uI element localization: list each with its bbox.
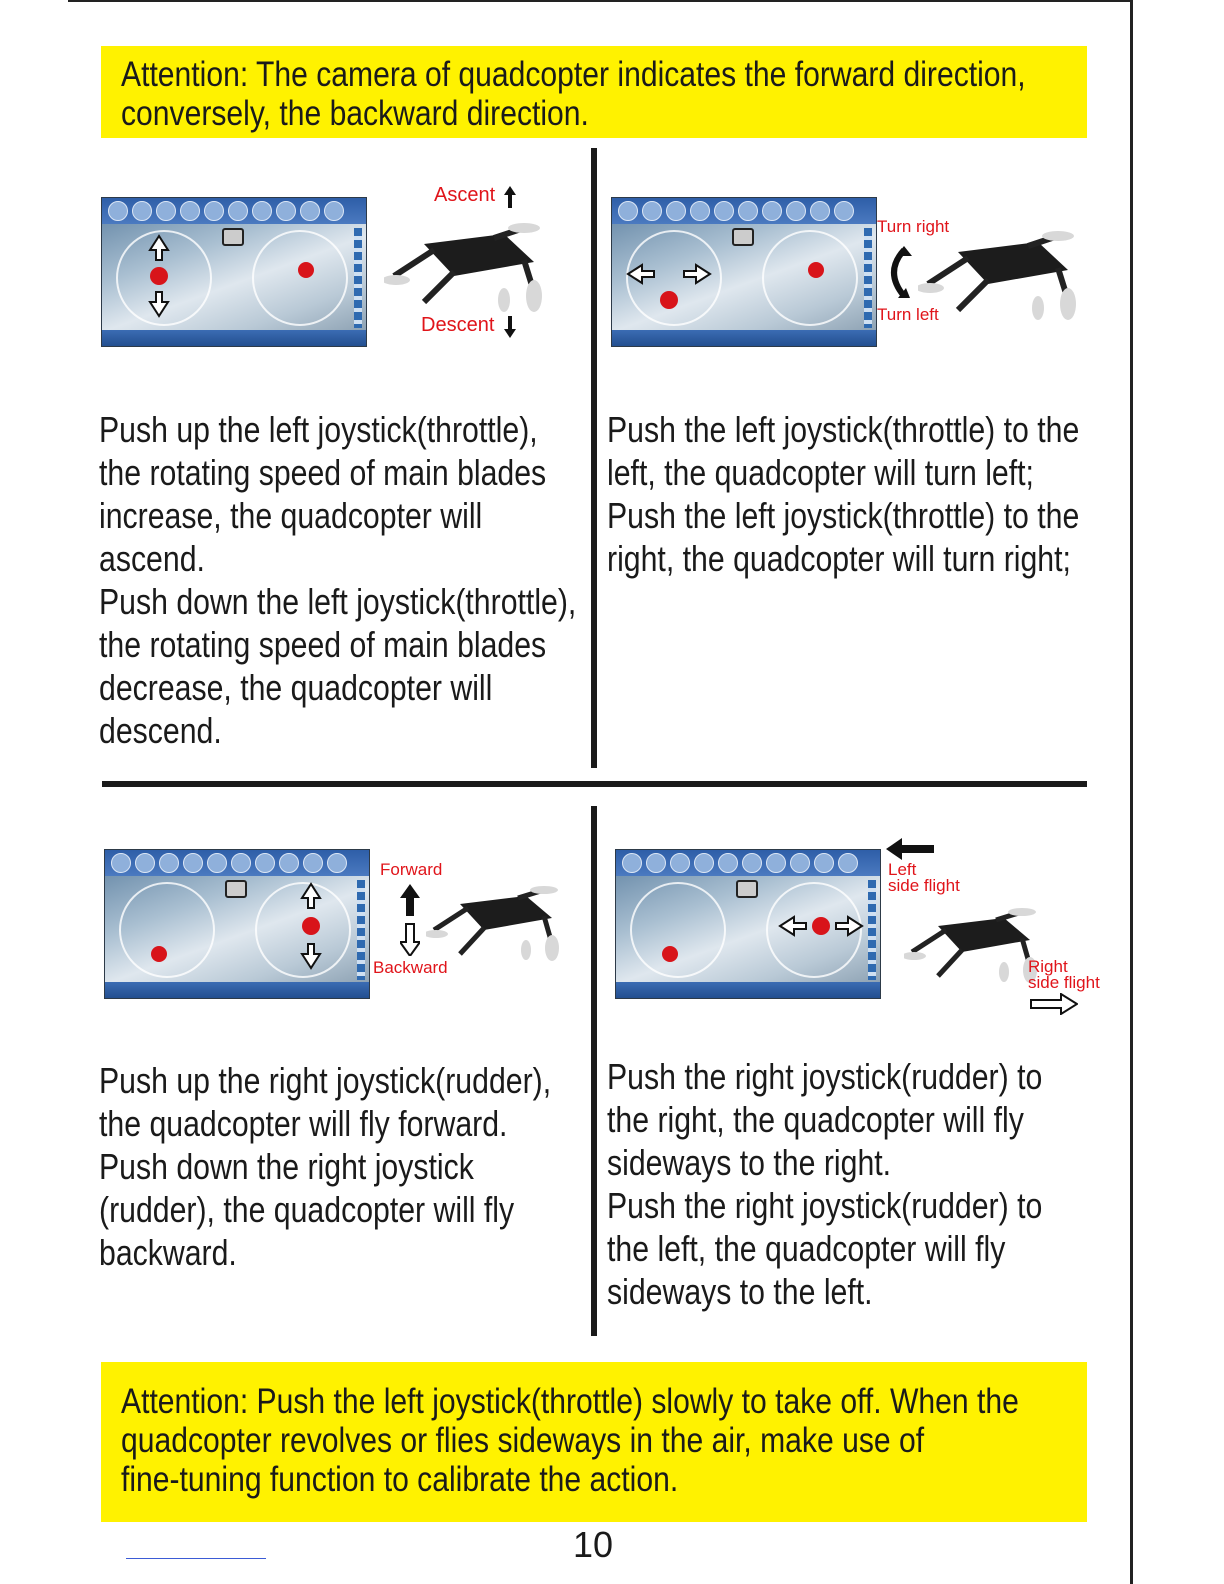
- text-line: increase, the quadcopter will: [99, 495, 483, 536]
- text-line: ascend.: [99, 538, 205, 579]
- left-arrow-icon: [886, 838, 934, 860]
- text-line: Push up the left joystick(throttle),: [99, 409, 538, 450]
- text-line: sideways to the right.: [607, 1142, 892, 1183]
- instructions-side-flight: [607, 1055, 1042, 1313]
- right-side-flight-label-2: side flight: [1028, 973, 1100, 992]
- text-line: sideways to the left.: [607, 1271, 873, 1312]
- text-line: the rotating speed of main blades: [99, 624, 547, 665]
- app-screenshot-forward: [104, 849, 370, 999]
- ascent-arrow-icon: [504, 186, 516, 208]
- app-screenshot-ascend: [101, 197, 367, 347]
- instructions-forward-backward: [99, 1059, 551, 1274]
- bottom-link-underline: [126, 1558, 266, 1559]
- attention-bottom-line-1: Attention: Push the left joystick(throttle) slowly to take off. When the: [121, 1382, 1019, 1421]
- text-line: decrease, the quadcopter will: [99, 667, 493, 708]
- left-right-arrows-icon: [616, 850, 880, 998]
- horizontal-divider: [102, 781, 1087, 787]
- attention-top-line-2: conversely, the backward direction.: [121, 94, 589, 133]
- text-line: right, the quadcopter will turn right;: [607, 538, 1071, 579]
- drone-icon-turn: [918, 222, 1086, 322]
- text-line: Push the right joystick(rudder) to: [607, 1056, 1043, 1097]
- turn-right-label: Turn right: [877, 217, 950, 236]
- text-line: Push the left joystick(throttle) to the: [607, 409, 1080, 450]
- up-down-arrows-icon: [102, 198, 366, 346]
- text-line: left, the quadcopter will turn left;: [607, 452, 1034, 493]
- attention-bottom-line-3: fine-tuning function to calibrate the action.: [121, 1460, 679, 1499]
- right-side-flight-label-1: Right: [1028, 957, 1068, 976]
- up-down-arrows-icon: [105, 850, 369, 998]
- drone-icon-forward: [426, 878, 566, 964]
- left-side-flight-label-1: Left: [888, 860, 917, 879]
- forward-backward-arrows-icon: [400, 884, 420, 956]
- forward-label: Forward: [380, 860, 443, 879]
- left-side-flight-label-2: side flight: [888, 876, 960, 895]
- text-line: the left, the quadcopter will fly: [607, 1228, 1006, 1269]
- text-line: Push down the right joystick: [99, 1146, 474, 1187]
- page-right-border: [1130, 0, 1133, 1584]
- instructions-ascend-descend: [99, 408, 576, 752]
- descent-arrow-icon: [504, 316, 516, 338]
- page-top-border: [68, 0, 1132, 2]
- turn-left-label: Turn left: [877, 305, 939, 324]
- backward-label: Backward: [373, 958, 448, 977]
- rotate-arrow-icon: [882, 246, 912, 300]
- text-line: the rotating speed of main blades: [99, 452, 547, 493]
- vertical-divider-bottom: [591, 806, 597, 1336]
- text-line: the right, the quadcopter will fly: [607, 1099, 1024, 1140]
- instructions-turn: [607, 408, 1079, 580]
- attention-box-bottom: [101, 1362, 1087, 1522]
- text-line: the quadcopter will fly forward.: [99, 1103, 508, 1144]
- text-line: Push up the right joystick(rudder),: [99, 1060, 552, 1101]
- text-line: Push the left joystick(throttle) to the: [607, 495, 1080, 536]
- text-line: descend.: [99, 710, 222, 751]
- app-screenshot-side: [615, 849, 881, 999]
- right-arrow-icon: [1030, 993, 1078, 1015]
- attention-box-top: [101, 46, 1087, 138]
- ascent-label: Ascent: [434, 184, 496, 206]
- drone-icon: [384, 214, 552, 314]
- left-right-arrows-icon: [612, 198, 876, 346]
- text-line: Push down the left joystick(throttle),: [99, 581, 577, 622]
- text-line: (rudder), the quadcopter will fly: [99, 1189, 515, 1230]
- text-line: backward.: [99, 1232, 237, 1273]
- descent-label: Descent: [421, 314, 495, 336]
- text-line: Push the right joystick(rudder) to: [607, 1185, 1043, 1226]
- attention-top-line-1: Attention: The camera of quadcopter indicates the forward direction,: [121, 55, 1026, 94]
- drone-icon-side: [904, 900, 1044, 986]
- attention-bottom-line-2: quadcopter revolves or flies sideways in the air, make use of: [121, 1421, 925, 1460]
- page-number: 10: [573, 1524, 614, 1565]
- vertical-divider-top: [591, 148, 597, 768]
- app-screenshot-turn: [611, 197, 877, 347]
